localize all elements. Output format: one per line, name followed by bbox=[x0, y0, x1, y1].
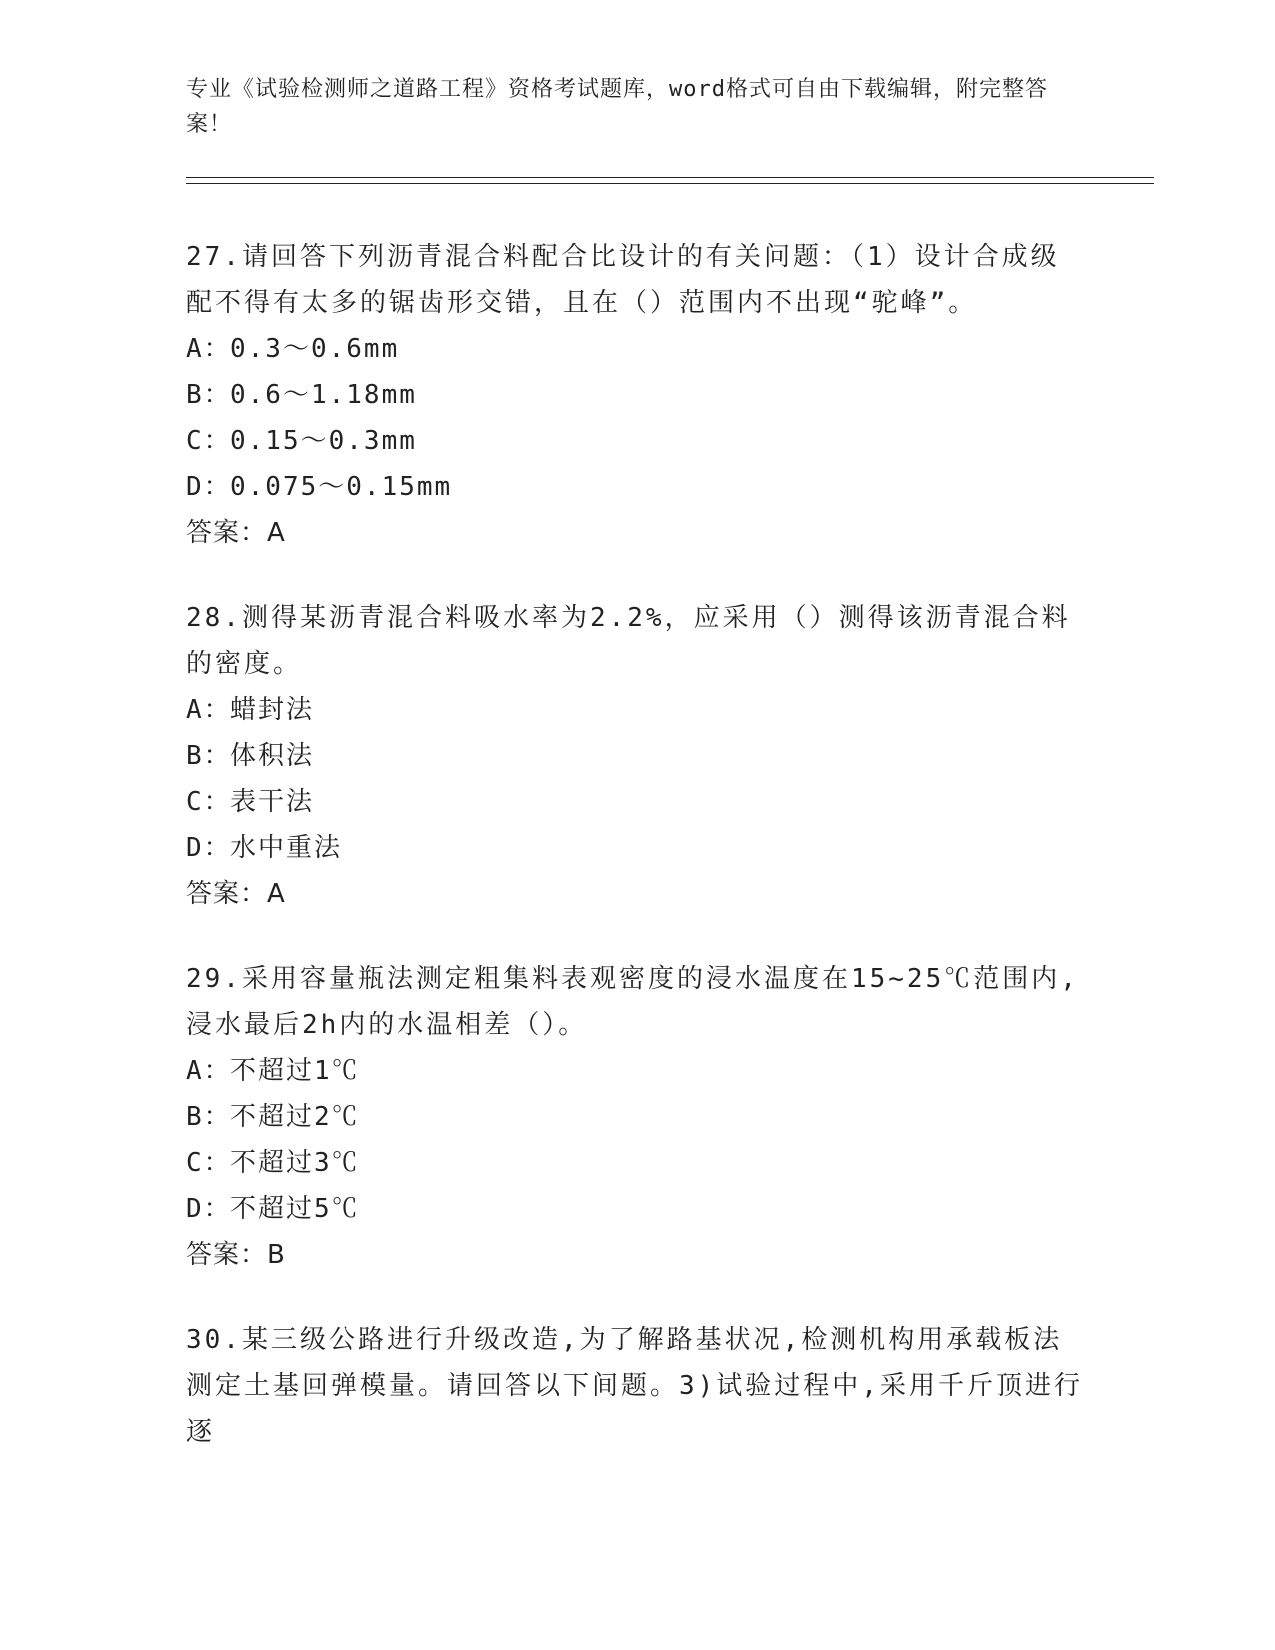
option-letter: C： bbox=[186, 426, 232, 456]
header-divider-top bbox=[186, 177, 1154, 178]
option-letter: D： bbox=[186, 472, 232, 502]
answer-line: 答案：B bbox=[186, 1240, 286, 1270]
option-text: 水中重法 bbox=[230, 833, 343, 863]
question-stem: 27.请回答下列沥青混合料配合比设计的有关问题：（1）设计合成级配不得有太多的锯齿形交错，且在（）范围内不出现“驼峰”。 bbox=[186, 242, 1060, 318]
option-letter: C： bbox=[186, 1148, 232, 1178]
option-letter: B： bbox=[186, 380, 232, 410]
option-c bbox=[186, 418, 1086, 464]
option-c bbox=[186, 779, 1086, 825]
option-a bbox=[186, 326, 1086, 372]
option-a bbox=[186, 1048, 1086, 1094]
option-letter: B： bbox=[186, 1102, 232, 1132]
option-a bbox=[186, 687, 1086, 733]
question-27 bbox=[186, 234, 1086, 556]
option-letter: A： bbox=[186, 695, 232, 725]
option-text: 0.6～1.18mm bbox=[230, 380, 417, 410]
option-text: 不超过2℃ bbox=[230, 1102, 360, 1132]
document-header bbox=[186, 72, 1066, 142]
question-list bbox=[186, 234, 1086, 1494]
option-b bbox=[186, 372, 1086, 418]
answer-line: 答案：A bbox=[186, 518, 286, 548]
option-text: 不超过1℃ bbox=[230, 1056, 360, 1086]
option-letter: C： bbox=[186, 787, 232, 817]
option-letter: A： bbox=[186, 334, 232, 364]
option-letter: B： bbox=[186, 741, 232, 771]
option-text: 0.075～0.15mm bbox=[230, 472, 453, 502]
option-text: 不超过5℃ bbox=[230, 1194, 360, 1224]
option-letter: D： bbox=[186, 833, 232, 863]
option-text: 0.3～0.6mm bbox=[230, 334, 400, 364]
option-b bbox=[186, 1094, 1086, 1140]
option-text: 体积法 bbox=[230, 741, 315, 771]
question-stem: 28.测得某沥青混合料吸水率为2.2%，应采用（）测得该沥青混合料的密度。 bbox=[186, 603, 1071, 679]
option-text: 0.15～0.3mm bbox=[230, 426, 417, 456]
option-d bbox=[186, 1186, 1086, 1232]
question-30 bbox=[186, 1317, 1086, 1455]
option-letter: D： bbox=[186, 1194, 232, 1224]
question-28 bbox=[186, 595, 1086, 917]
question-29 bbox=[186, 956, 1086, 1278]
option-c bbox=[186, 1140, 1086, 1186]
header-divider-bottom bbox=[186, 183, 1154, 184]
answer-line: 答案：A bbox=[186, 879, 286, 909]
question-stem: 30.某三级公路进行升级改造,为了解路基状况,检测机构用承载板法测定土基回弹模量。请回答以下间题。3)试验过程中,采用千斤顶进行逐 bbox=[186, 1325, 1083, 1447]
question-stem: 29.采用容量瓶法测定粗集料表观密度的浸水温度在15~25℃范围内,浸水最后2h内的水温相差（）。 bbox=[186, 964, 1079, 1040]
option-text: 表干法 bbox=[230, 787, 315, 817]
option-text: 不超过3℃ bbox=[230, 1148, 360, 1178]
option-letter: A： bbox=[186, 1056, 232, 1086]
option-d bbox=[186, 825, 1086, 871]
header-text: 专业《试验检测师之道路工程》资格考试题库，word格式可自由下载编辑，附完整答案！ bbox=[186, 77, 1048, 137]
option-b bbox=[186, 733, 1086, 779]
option-d bbox=[186, 464, 1086, 510]
option-text: 蜡封法 bbox=[230, 695, 315, 725]
